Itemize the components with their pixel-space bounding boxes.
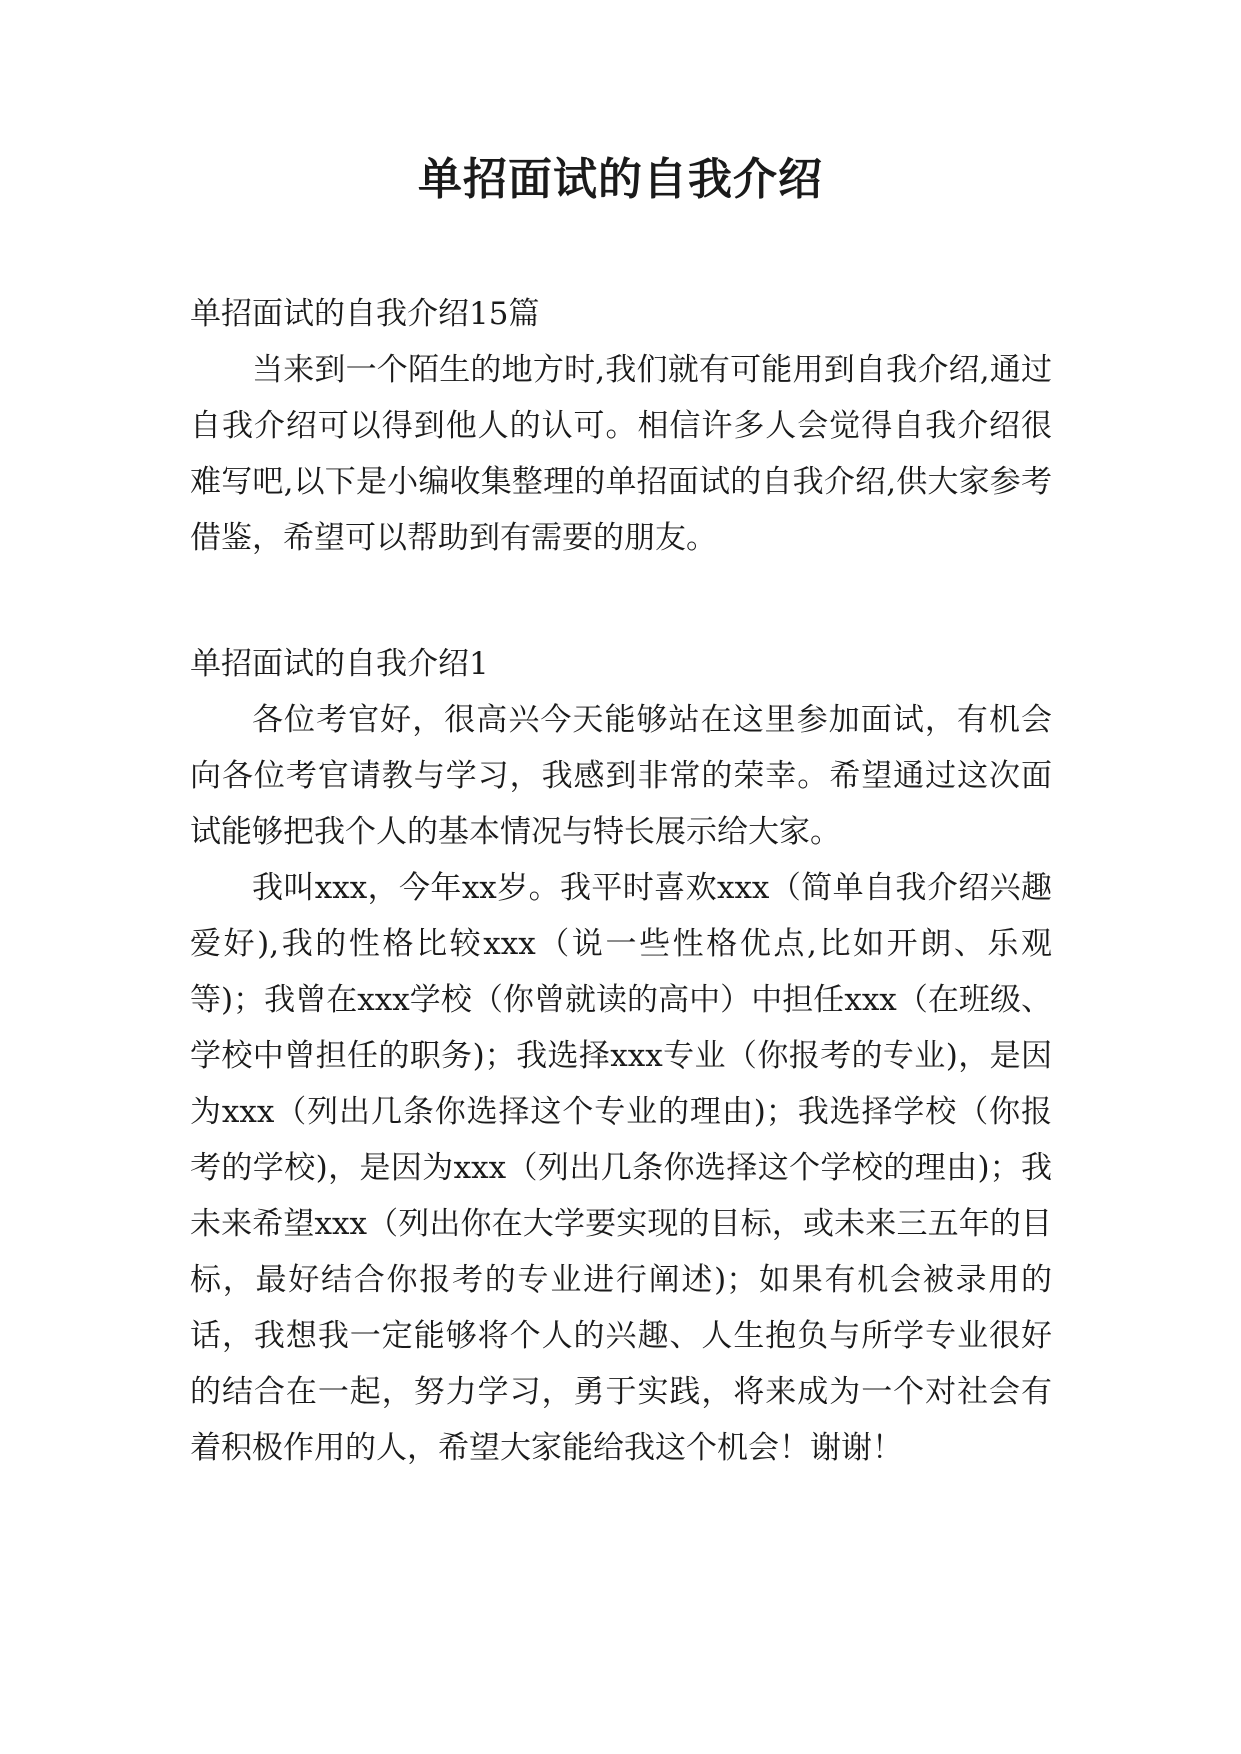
intro-heading: 单招面试的自我介绍15篇 (190, 296, 540, 332)
article-1-heading: 单招面试的自我介绍1 (190, 646, 489, 682)
article-1-section (190, 636, 1052, 1476)
intro-paragraph: 当来到一个陌生的地方时,我们就有可能用到自我介绍,通过自我介绍可以得到他人的认可。相信许多人会觉得自我介绍很难写吧,以下是小编收集整理的单招面试的自我介绍,供大家参考借鉴，希望可以帮助到有需要的朋友。 (190, 352, 1052, 556)
article-1-paragraph-2: 我叫xxx，今年xx岁。我平时喜欢xxx（简单自我介绍兴趣爱好),我的性格比较xxx（说一些性格优点,比如开朗、乐观等)；我曾在xxx学校（你曾就读的高中）中担任xxx（在班级、学校中曾担任的职务)；我选择xxx专业（你报考的专业)，是因为xxx（列出几条你选择这个专业的理由)；我选择学校（你报考的学校)，是因为xxx（列出几条你选择这个学校的理由)；我未来希望xxx（列出你在大学要实现的目标，或未来三五年的目标，最好结合你报考的专业进行阐述)；如果有机会被录用的话，我想我一定能够将个人的兴趣、人生抱负与所学专业很好的结合在一起，努力学习，勇于实践，将来成为一个对社会有着积极作用的人，希望大家能给我这个机会！谢谢！ (190, 870, 1052, 1466)
intro-section (190, 286, 1052, 566)
document-title: 单招面试的自我介绍 (418, 154, 823, 205)
article-1-paragraph-1: 各位考官好，很高兴今天能够站在这里参加面试，有机会向各位考官请教与学习，我感到非常的荣幸。希望通过这次面试能够把我个人的基本情况与特长展示给大家。 (190, 702, 1052, 850)
